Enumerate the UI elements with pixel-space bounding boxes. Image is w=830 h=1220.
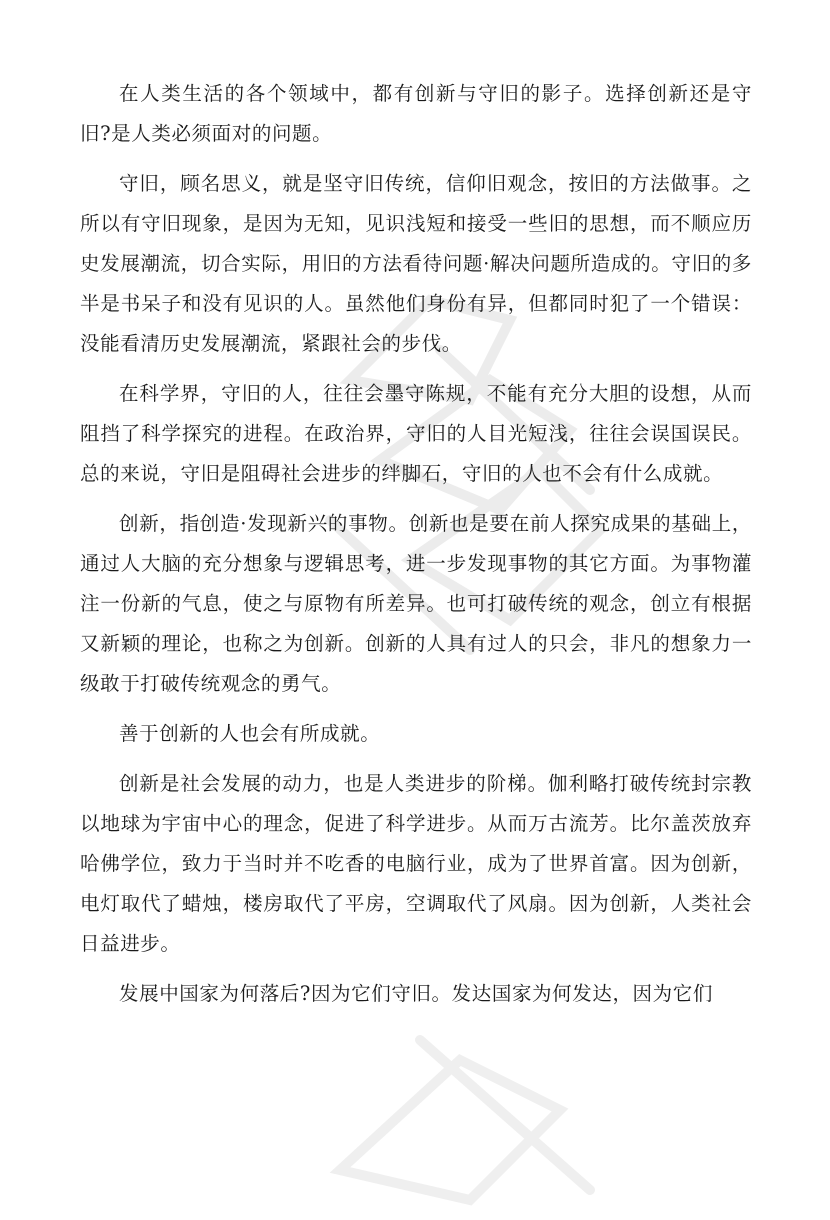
text-line: 教以地球为宇宙中心的理念，促进了科学进步。从而万古流芳。比尔盖茨 (80, 772, 752, 835)
paragraph (80, 714, 752, 754)
text-line: 应历史发展潮流，切合实际，用旧的方法看待问题·解决问题所造成的。 (80, 212, 753, 275)
text-line: 旧?是人类必须面对的问题。 (80, 122, 333, 145)
paragraph (80, 164, 752, 364)
paragraph (80, 374, 752, 494)
text-line: 守旧的多半是书呆子和没有见识的人。虽然他们身份有异，但都同时犯了 (80, 252, 752, 315)
text-line: 一个错误：没能看清历史发展潮流，紧跟社会的步伐。 (80, 292, 752, 355)
text-line: 的想象力一级敢于打破传统观念的勇气。 (80, 632, 752, 695)
text-line: 而阻挡了科学探究的进程。在政治界，守旧的人目光短浅，往往会误国误 (80, 382, 752, 445)
text-line: 创新，指创造·发现新兴的事物。创新也是要在前人探究成果的基础 (119, 512, 712, 535)
paragraph (80, 974, 752, 1014)
text-line: 发展中国家为何落后?因为它们守旧。发达国家为何发达，因为它们 (119, 982, 713, 1005)
document-body (80, 74, 752, 1014)
text-line: 事物灌注一份新的气息，使之与原物有所差异。也可打破传统的观念，创 (80, 552, 752, 615)
text-line: 立有根据又新颖的理论，也称之为创新。创新的人具有过人的只会，非凡 (80, 592, 752, 655)
text-line: 人类社会日益进步。 (80, 892, 752, 955)
watermark-graphic-bottom (300, 1000, 620, 1220)
text-line: 在科学界，守旧的人，往往会墨守陈规，不能有充分大胆的设想，从 (119, 382, 732, 405)
text-line: 在人类生活的各个领域中，都有创新与守旧的影子。选择创新还是守 (119, 82, 752, 105)
paragraph (80, 74, 752, 154)
text-line: 上，通过人大脑的充分想象与逻辑思考，进一步发现事物的其它方面。为 (80, 512, 753, 575)
text-line: 之所以有守旧现象，是因为无知，见识浅短和接受一些旧的思想，而不顺 (80, 172, 752, 235)
text-line: 放弃哈佛学位，致力于当时并不吃香的电脑行业，成为了世界首富。因为 (80, 812, 753, 875)
paragraph (80, 764, 752, 964)
text-line: 创新，电灯取代了蜡烛，楼房取代了平房，空调取代了风扇。因为创新， (80, 852, 752, 915)
text-line: 善于创新的人也会有所成就。 (119, 722, 381, 745)
text-line: 就。 (683, 462, 724, 485)
text-line: 民。总的来说，守旧是阻碍社会进步的绊脚石，守旧的人也不会有什么成 (80, 422, 753, 485)
text-line: 守旧，顾名思义，就是坚守旧传统，信仰旧观念，按旧的方法做事。 (119, 172, 732, 195)
paragraph (80, 504, 752, 704)
text-line: 创新是社会发展的动力，也是人类进步的阶梯。伽利略打破传统封宗 (119, 772, 732, 795)
